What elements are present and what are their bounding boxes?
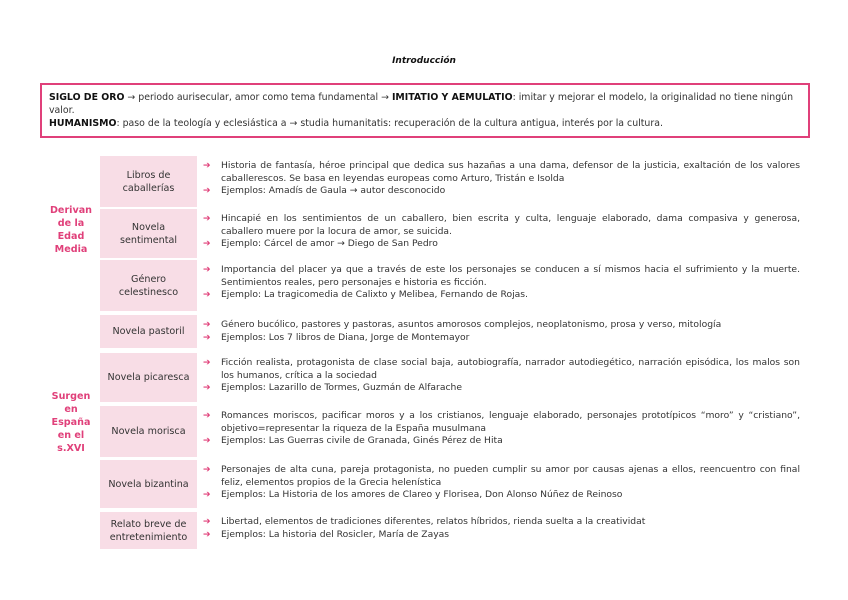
- bullet-text: Ejemplos: Los 7 libros de Diana, Jorge de Montemayor: [221, 331, 470, 343]
- genre-cell: Género celestinesco: [100, 260, 197, 311]
- list-item: [203, 435, 800, 448]
- genre-cell: Novela bizantina: [100, 460, 197, 508]
- genre-cell: Novela sentimental: [100, 209, 197, 258]
- arrow-right-icon: ➔: [203, 517, 211, 527]
- table-row: [100, 315, 800, 348]
- table-row: [100, 460, 800, 508]
- table-row: [100, 406, 800, 457]
- siglo-de-oro-line: [49, 91, 801, 117]
- list-item: [203, 410, 800, 435]
- bullet-text: Ejemplos: Las Guerras civile de Granada, Ginés Pérez de Hita: [221, 435, 503, 447]
- table-row: [100, 512, 800, 549]
- arrow-right-icon: ➔: [203, 529, 211, 540]
- humanismo-text: : paso de la teología y eclesiástica a → studia humanitatis: recuperación de la cultura antigua, interés por la cultura.: [116, 118, 663, 130]
- genre-cell: Novela picaresca: [100, 353, 197, 402]
- genre-cell: Novela pastoril: [100, 315, 197, 348]
- bullet-text: Personajes de alta cuna, pareja protagonista, no pueden cumplir su amor por causas ajenas a ellos, reencuentro con final feliz, elementos propios de la Grecia helenística: [221, 464, 800, 488]
- list-item: [203, 238, 800, 251]
- description-cell: [197, 406, 800, 457]
- arrow-right-icon: ➔: [203, 239, 211, 250]
- bullet-text: Ejemplos: La historia del Rosicler, María de Zayas: [221, 528, 450, 540]
- bullet-text: Romances moriscos, pacificar moros y a los cristianos, lenguaje elaborado, personajes prototípicos “moro” y “cristiano”, objetivo=representar la riqueza de la España musulmana: [221, 410, 800, 434]
- arrow-right-icon: ➔: [203, 465, 211, 475]
- genre-cell: Libros de caballerías: [100, 156, 197, 207]
- siglo-de-oro-term: SIGLO DE ORO: [49, 92, 125, 103]
- description-cell: [197, 460, 800, 508]
- siglo-de-oro-text-1: → periodo aurisecular, amor como tema fundamental →: [124, 92, 392, 103]
- bullet-text: Importancia del placer ya que a través de este los personajes se conducen a sí mismos hacia el sufrimiento y la muerte. Sentimientos reales, pero personajes e historia es ficción.: [221, 264, 800, 288]
- arrow-right-icon: ➔: [203, 320, 211, 330]
- description-cell: [197, 512, 800, 549]
- bullet-text: Libertad, elementos de tradiciones diferentes, relatos híbridos, rienda suelta a la creatividat: [221, 516, 646, 527]
- list-item: [203, 516, 800, 529]
- arrow-right-icon: ➔: [203, 332, 211, 343]
- arrow-right-icon: ➔: [203, 290, 211, 301]
- bullet-text: Ejemplos: Lazarillo de Tormes, Guzmán de Alfarache: [221, 382, 462, 394]
- genre-cell: Relato breve de entretenimiento: [100, 512, 197, 549]
- list-item: [203, 319, 800, 332]
- intro-box: [40, 83, 810, 138]
- arrow-right-icon: ➔: [203, 383, 211, 394]
- list-item: [203, 264, 800, 289]
- arrow-right-icon: ➔: [203, 490, 211, 501]
- imitatio-term: IMITATIO Y AEMULATIO: [391, 92, 513, 103]
- description-cell: [197, 353, 800, 402]
- bullet-text: Ejemplo: La tragicomedia de Calixto y Melibea, Fernando de Rojas.: [221, 289, 528, 301]
- arrow-right-icon: ➔: [203, 161, 211, 171]
- arrow-right-icon: ➔: [203, 411, 211, 421]
- group-label-siglo-xvi: Surgen en España en el s.XVI: [51, 391, 91, 454]
- group-label-edad-media: Derivan de la Edad Media: [49, 205, 93, 255]
- arrow-right-icon: ➔: [203, 214, 211, 224]
- table-row: [100, 353, 800, 402]
- bullet-text: Ejemplos: La Historia de los amores de Clareo y Florisea, Don Alonso Núñez de Reinoso: [221, 489, 623, 501]
- list-item: [203, 213, 800, 238]
- page-title: Introducción: [392, 56, 456, 66]
- list-item: [203, 160, 800, 185]
- siglo-de-oro-text-2: : imitar y mejorar el modelo, la originalidad no tiene ningún valor.: [49, 92, 794, 117]
- arrow-right-icon: ➔: [203, 436, 211, 447]
- table-row: [100, 156, 800, 207]
- humanismo-line: [49, 117, 801, 130]
- table-row: [100, 209, 800, 258]
- bullet-text: Ejemplos: Amadís de Gaula → autor desconocido: [221, 185, 446, 197]
- humanismo-term: HUMANISMO: [49, 118, 117, 130]
- list-item: [203, 185, 800, 198]
- list-item: [203, 529, 800, 542]
- arrow-right-icon: ➔: [203, 358, 211, 368]
- bullet-text: Ejemplo: Cárcel de amor → Diego de San Pedro: [221, 238, 438, 250]
- bullet-text: Género bucólico, pastores y pastoras, asuntos amorosos complejos, neoplatonismo, prosa y verso, mitología: [221, 319, 722, 330]
- description-cell: [197, 156, 800, 207]
- list-item: [203, 289, 800, 302]
- list-item: [203, 382, 800, 395]
- table-row: [100, 260, 800, 311]
- bullet-text: Ficción realista, protagonista de clase social baja, autobiografía, narrador autodiegético, narración episódica, los malos son los humanos, crítica a la sociedad: [221, 357, 800, 381]
- bullet-text: Hincapié en los sentimientos de un caballero, bien escrita y culta, lenguaje elaborado, dama compasiva y generosa, caballero muere por la locura de amor, se suicida.: [221, 213, 800, 237]
- list-item: [203, 357, 800, 382]
- description-cell: [197, 315, 800, 348]
- description-cell: [197, 260, 800, 311]
- list-item: [203, 464, 800, 489]
- arrow-right-icon: ➔: [203, 265, 211, 275]
- list-item: [203, 332, 800, 345]
- arrow-right-icon: ➔: [203, 186, 211, 197]
- genre-cell: Novela morisca: [100, 406, 197, 457]
- description-cell: [197, 209, 800, 258]
- bullet-text: Historia de fantasía, héroe principal que dedica sus hazañas a una dama, defensor de la justicia, exaltación de los valores caballerescos. Se basa en leyendas europeas como Arturo, Tristán e Isolda: [221, 160, 800, 184]
- list-item: [203, 489, 800, 502]
